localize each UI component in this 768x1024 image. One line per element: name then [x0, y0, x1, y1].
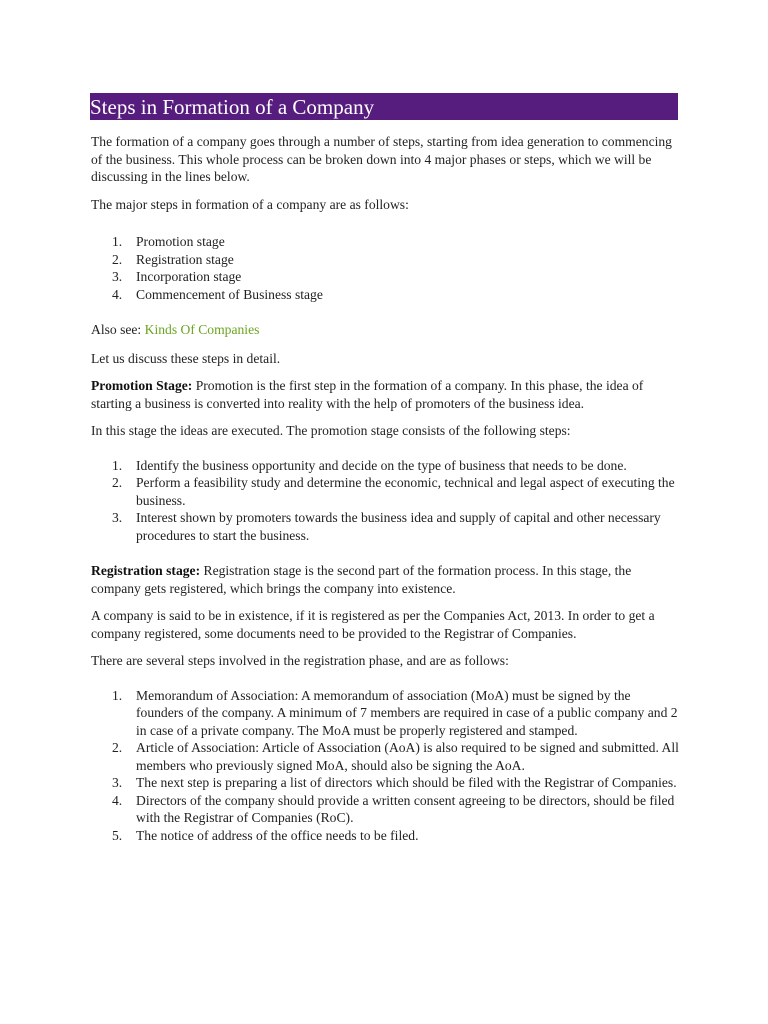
registration-steps-intro: There are several steps involved in the registration phase, and are as follows: [91, 653, 509, 668]
list-item-text: Promotion stage [136, 234, 225, 249]
registration-text: Registration stage is the second part of the formation process. In this stage, the company gets registered, which brings the company into existence. [91, 563, 632, 596]
list-item [91, 792, 681, 827]
list-item-text: The next step is preparing a list of directors which should be filed with the Registrar of Companies. [136, 775, 677, 790]
list-number: 3. [112, 775, 123, 790]
list-item-text: Memorandum of Association: A memorandum of association (MoA) must be signed by the founders of the company. A minimum of 7 members are required in case of a public company and 2 in case of a private company. The MoA must be properly registered and stamped. [136, 687, 678, 738]
major-steps-intro: The major steps in formation of a company are as follows: [91, 196, 409, 212]
list-number: 2. [112, 251, 123, 267]
list-item [91, 739, 681, 774]
list-number: 5. [112, 827, 123, 843]
intro-paragraph: The formation of a company goes through a number of steps, starting from idea generation to commencing of the business. This whole process can be broken down into 4 major phases or steps, which we will be discussing in the lines below. [91, 134, 672, 184]
list-item [91, 774, 681, 792]
stages-list [91, 233, 681, 303]
also-see-line [91, 321, 681, 339]
page-title: Steps in Formation of a Company [90, 95, 375, 119]
registration-heading: Registration stage: [91, 563, 201, 578]
list-item-text: Incorporation stage [136, 269, 242, 284]
list-item-text: Perform a feasibility study and determine the economic, technical and legal aspect of executing the business. [136, 475, 675, 508]
list-item-text: Identify the business opportunity and decide on the type of business that needs to be done. [136, 457, 627, 473]
list-number: 2. [112, 475, 123, 490]
promotion-heading: Promotion Stage: [91, 378, 193, 393]
lets-discuss-paragraph: Let us discuss these steps in detail. [91, 350, 281, 366]
list-item-text: Commencement of Business stage [136, 286, 323, 302]
list-number: 1. [112, 457, 123, 473]
list-number: 2. [112, 740, 123, 755]
promotion-steps-list [91, 457, 681, 545]
promotion-paragraph [91, 377, 681, 412]
list-item-text: Directors of the company should provide a written consent agreeing to be directors, should be filed with the Registrar of Companies (RoC). [136, 792, 675, 825]
list-number: 3. [112, 510, 123, 525]
list-item [91, 251, 681, 269]
promotion-steps-intro: In this stage the ideas are executed. The promotion stage consists of the following steps: [91, 423, 571, 438]
title-bar [90, 93, 678, 120]
list-item [91, 268, 681, 286]
existence-paragraph: A company is said to be in existence, if it is registered as per the Companies Act, 2013. In order to get a company registered, some documents need to be provided to the Registrar of Companies. [91, 608, 655, 641]
list-number: 1. [112, 687, 123, 703]
list-number: 4. [112, 286, 123, 302]
kinds-of-companies-link[interactable]: Kinds Of Companies [144, 322, 260, 337]
list-item-text: Article of Association: Article of Association (AoA) is also required to be signed and submitted. All members who previously signed MoA, should also be signing the AoA. [136, 740, 679, 773]
list-number: 1. [112, 234, 123, 249]
list-item-text: Interest shown by promoters towards the business idea and supply of capital and other necessary procedures to start the business. [136, 510, 661, 543]
document-page [91, 93, 681, 844]
list-item [91, 827, 681, 845]
list-item [91, 233, 681, 251]
list-item-text: The notice of address of the office needs to be filed. [136, 827, 419, 843]
registration-steps-list [91, 687, 681, 845]
list-number: 3. [112, 269, 123, 284]
also-see-prefix: Also see: [91, 322, 145, 337]
list-item [91, 687, 681, 740]
list-item [91, 474, 681, 509]
list-item [91, 509, 681, 544]
registration-paragraph [91, 562, 681, 597]
list-item [91, 457, 681, 475]
list-item-text: Registration stage [136, 251, 234, 267]
list-number: 4. [112, 792, 123, 808]
list-item [91, 286, 681, 304]
promotion-text: Promotion is the first step in the formation of a company. In this phase, the idea of starting a business is converted into reality with the help of promoters of the business idea. [91, 378, 644, 411]
